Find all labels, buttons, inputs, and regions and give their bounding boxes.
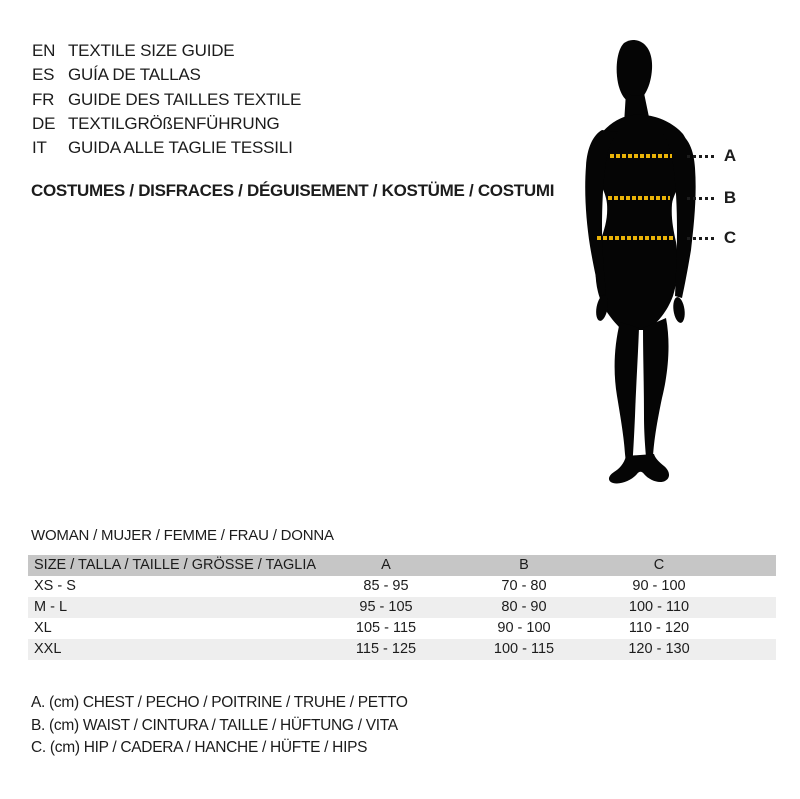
table-row-xl xyxy=(28,618,776,639)
language-label: TEXTILGRÖßENFÜHRUNG xyxy=(68,113,280,133)
language-title-list xyxy=(32,39,301,160)
legend-item-waist: B. (cm) WAIST / CINTURA / TAILLE / HÜFTUNG / VITA xyxy=(31,716,398,734)
language-label: GUÍA DE TALLAS xyxy=(68,65,201,85)
row-waist: 70 - 80 xyxy=(501,578,547,594)
row-hip: 110 - 120 xyxy=(628,620,690,636)
language-row-es xyxy=(32,63,301,87)
woman-silhouette xyxy=(540,20,800,520)
row-waist: 80 - 90 xyxy=(501,599,547,615)
header-col-c: C xyxy=(653,557,665,573)
hip-line-on-body xyxy=(597,236,673,240)
hip-line-extension xyxy=(687,237,714,240)
table-row-m-l xyxy=(28,597,776,618)
silhouette-right-hand xyxy=(672,296,687,323)
silhouette-right-leg xyxy=(643,318,669,472)
waist-line-extension xyxy=(687,197,714,200)
language-row-de xyxy=(32,112,301,136)
size-table xyxy=(28,555,776,660)
table-row-xs-s xyxy=(28,576,776,597)
row-spacer xyxy=(720,576,776,597)
table-row-xxl xyxy=(28,639,776,660)
row-waist: 90 - 100 xyxy=(497,620,551,636)
table-section-title: WOMAN / MUJER / FEMME / FRAU / DONNA xyxy=(31,527,334,544)
language-label: TEXTILE SIZE GUIDE xyxy=(68,41,235,60)
row-size: XL xyxy=(34,620,52,636)
marker-label-b: B xyxy=(723,188,737,207)
size-table-header-row xyxy=(28,555,776,576)
row-hip: 120 - 130 xyxy=(628,641,690,657)
row-chest: 85 - 95 xyxy=(363,578,409,594)
language-label: GUIDE DES TAILLES TEXTILE xyxy=(68,89,302,109)
row-hip: 90 - 100 xyxy=(632,578,686,594)
row-size: XXL xyxy=(34,641,62,657)
waist-line-on-body xyxy=(608,196,670,200)
legend-item-hip: C. (cm) HIP / CADERA / HANCHE / HÜFTE / HIPS xyxy=(31,739,368,757)
row-size: XS - S xyxy=(34,578,76,594)
language-code: EN xyxy=(32,41,56,60)
row-hip: 100 - 110 xyxy=(628,599,690,615)
legend-item-chest: A. (cm) CHEST / PECHO / POITRINE / TRUHE / PETTO xyxy=(31,694,408,711)
language-code: IT xyxy=(32,138,47,158)
row-chest: 105 - 115 xyxy=(355,620,417,636)
silhouette-head xyxy=(617,40,652,103)
chest-line-extension xyxy=(687,155,714,158)
header-spacer xyxy=(720,555,776,576)
row-spacer xyxy=(720,639,776,660)
row-chest: 115 - 125 xyxy=(355,641,417,657)
language-code: DE xyxy=(32,113,56,133)
row-spacer xyxy=(720,618,776,639)
silhouette-left-leg xyxy=(615,322,639,472)
header-col-a: A xyxy=(381,557,391,573)
row-size: M - L xyxy=(34,599,68,615)
marker-label-c: C xyxy=(723,228,737,247)
marker-label-a: A xyxy=(723,146,737,165)
measurement-legend xyxy=(31,692,408,760)
chest-line-on-body xyxy=(610,154,672,158)
language-row-fr xyxy=(32,88,301,112)
row-waist: 100 - 115 xyxy=(493,641,555,657)
language-code: FR xyxy=(32,89,55,109)
language-code: ES xyxy=(32,65,55,85)
language-row-it xyxy=(32,136,301,160)
silhouette-feet xyxy=(609,454,669,483)
header-size-label: SIZE / TALLA / TAILLE / GRÖSSE / TAGLIA xyxy=(34,557,317,573)
row-spacer xyxy=(720,597,776,618)
row-chest: 95 - 105 xyxy=(359,599,413,615)
category-title: COSTUMES / DISFRACES / DÉGUISEMENT / KOSTÜME / COSTUMI xyxy=(31,181,555,200)
header-col-b: B xyxy=(519,557,529,573)
language-row-en xyxy=(32,39,301,63)
language-label: GUIDA ALLE TAGLIE TESSILI xyxy=(68,138,293,158)
